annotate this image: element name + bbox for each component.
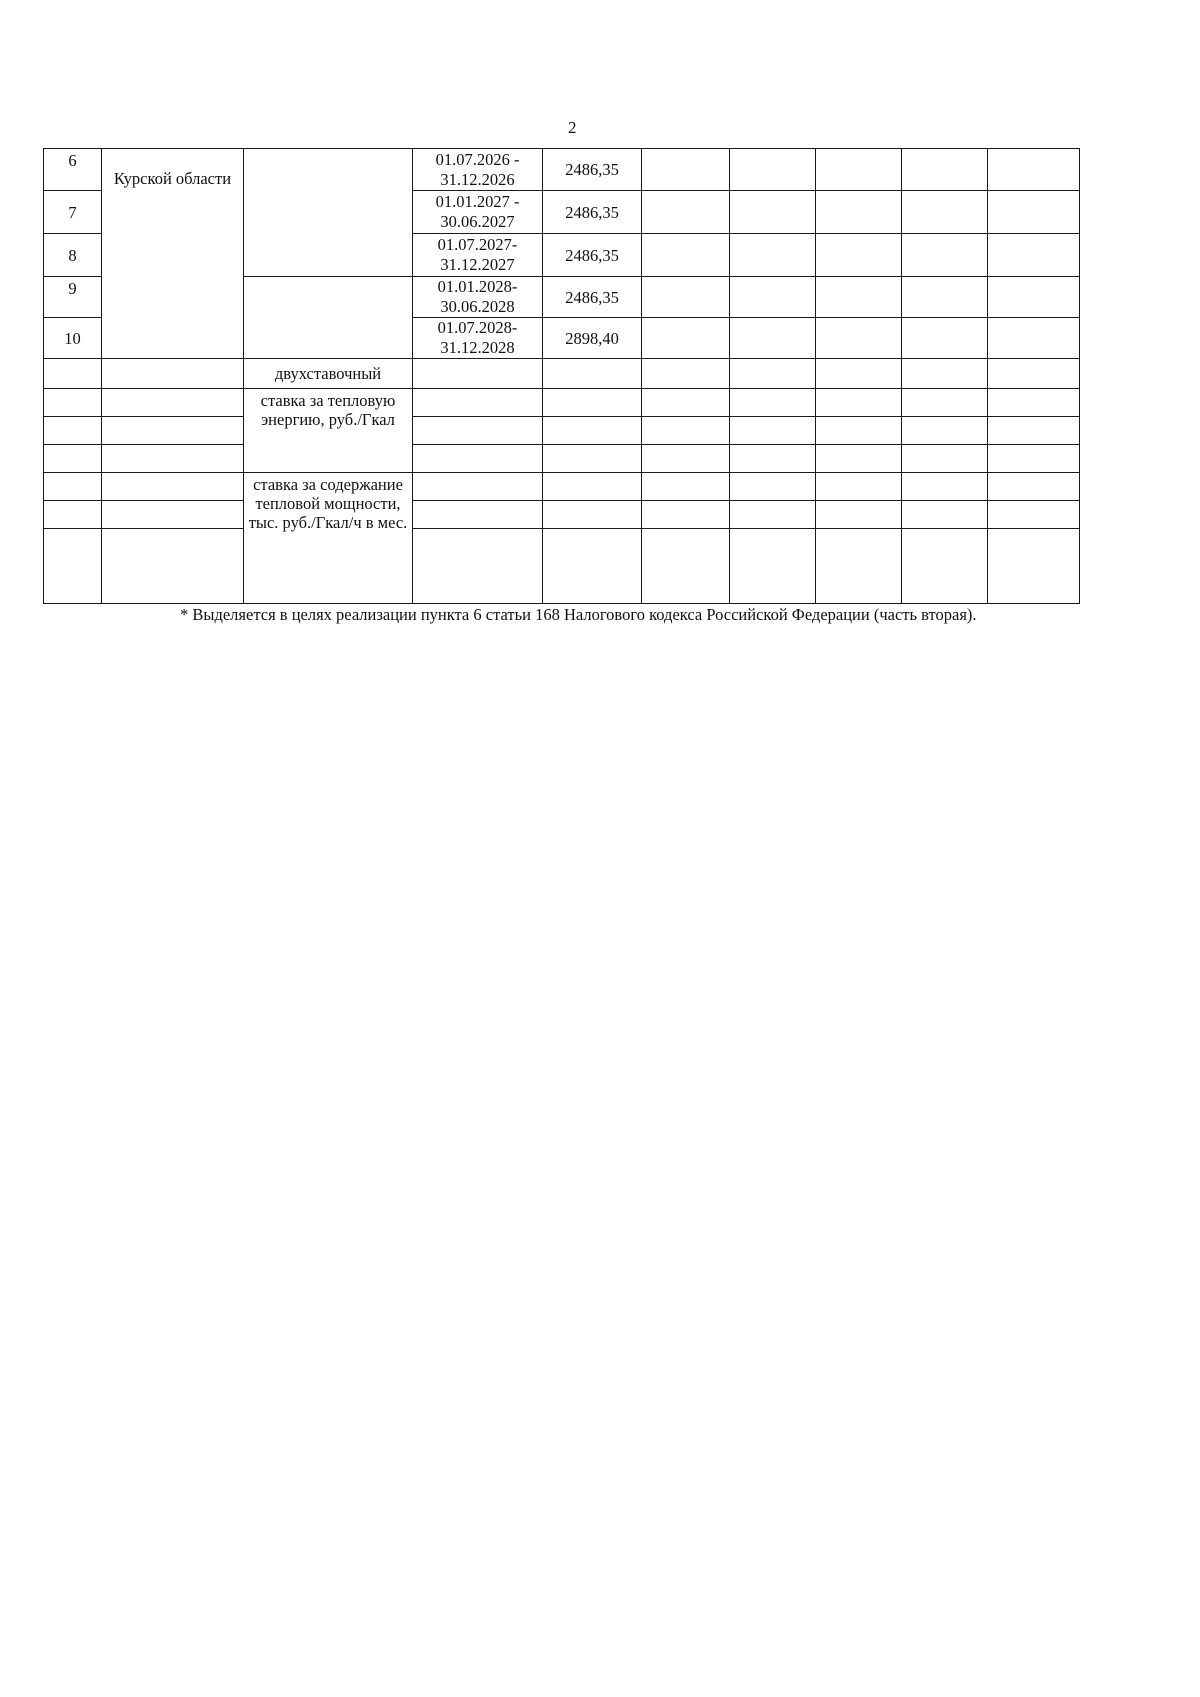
empty-cell [642,149,730,191]
empty-cell [642,445,730,473]
empty-cell [413,529,543,604]
empty-cell [730,234,816,277]
empty-cell [44,473,102,501]
row-number: 8 [44,234,102,277]
empty-cell [102,501,244,529]
value-cell: 2486,35 [543,277,642,318]
rate-capacity-label: ставка за содержание тепловой мощности, тыс. руб./Гкал/ч в мес. [244,473,413,604]
empty-cell [543,389,642,417]
empty-cell [902,191,988,234]
period-cell: 01.01.2028- 30.06.2028 [413,277,543,318]
table-row [44,501,1080,529]
empty-cell [642,417,730,445]
empty-cell [642,277,730,318]
empty-cell [902,473,988,501]
empty-cell [816,234,902,277]
empty-cell [642,318,730,359]
empty-cell [730,149,816,191]
value-cell: 2486,35 [543,191,642,234]
region-cell: Курской области [102,149,244,277]
empty-cell [730,417,816,445]
empty-cell [44,417,102,445]
empty-cell [988,473,1080,501]
empty-cell [988,277,1080,318]
table-row [44,445,1080,473]
empty-cell [816,191,902,234]
empty-cell [642,389,730,417]
empty-cell [816,277,902,318]
empty-cell [816,318,902,359]
table-row [44,389,1080,417]
period-cell: 01.07.2027- 31.12.2027 [413,234,543,277]
empty-cell [902,529,988,604]
empty-cell [902,359,988,389]
empty-cell [816,445,902,473]
empty-cell [102,445,244,473]
page-number: 2 [568,118,577,137]
empty-cell [44,529,102,604]
footnote: * Выделяется в целях реализации пункта 6 статьи 168 Налогового кодекса Российской Федерации (часть вторая). [180,605,977,624]
empty-cell [816,149,902,191]
table-row [44,149,1080,191]
value-cell: 2486,35 [543,234,642,277]
empty-cell [902,149,988,191]
empty-cell [988,149,1080,191]
empty-cell [816,389,902,417]
empty-cell [988,529,1080,604]
value-cell: 2898,40 [543,318,642,359]
empty-cell [102,417,244,445]
empty-cell [816,359,902,389]
two-part-label: двухставочный [244,359,413,389]
empty-cell [642,234,730,277]
empty-cell [730,445,816,473]
row-number: 6 [44,149,102,191]
empty-cell [730,191,816,234]
empty-cell [816,417,902,445]
empty-cell [244,277,413,359]
empty-cell [902,445,988,473]
empty-cell [988,191,1080,234]
row-number: 7 [44,191,102,234]
empty-cell [988,318,1080,359]
empty-cell [642,359,730,389]
empty-cell [642,191,730,234]
empty-cell [543,417,642,445]
tariff-table [43,148,1080,604]
empty-cell [543,501,642,529]
empty-cell [988,501,1080,529]
empty-cell [730,277,816,318]
empty-cell [816,529,902,604]
empty-cell [413,359,543,389]
value-cell: 2486,35 [543,149,642,191]
empty-cell [730,359,816,389]
empty-cell [902,234,988,277]
empty-cell [816,473,902,501]
empty-cell [730,389,816,417]
empty-cell [102,277,244,359]
empty-cell [642,473,730,501]
row-number: 9 [44,277,102,318]
period-cell: 01.01.2027 - 30.06.2027 [413,191,543,234]
empty-cell [44,359,102,389]
empty-cell [730,501,816,529]
empty-cell [543,529,642,604]
empty-cell [816,501,902,529]
empty-cell [902,389,988,417]
empty-cell [988,234,1080,277]
empty-cell [902,417,988,445]
table-row [44,529,1080,604]
empty-cell [102,359,244,389]
empty-cell [988,389,1080,417]
empty-cell [902,277,988,318]
empty-cell [543,473,642,501]
table-row [44,473,1080,501]
empty-cell [102,473,244,501]
empty-cell [988,445,1080,473]
empty-cell [730,529,816,604]
row-number: 10 [44,318,102,359]
empty-cell [543,445,642,473]
empty-cell [642,501,730,529]
empty-cell [902,318,988,359]
table-row [44,417,1080,445]
empty-cell [102,389,244,417]
rate-energy-label: ставка за тепловую энергию, руб./Гкал [244,389,413,473]
empty-cell [413,501,543,529]
empty-cell [44,501,102,529]
empty-cell [988,417,1080,445]
empty-cell [730,318,816,359]
table-row [44,359,1080,389]
empty-cell [413,473,543,501]
empty-cell [543,359,642,389]
period-cell: 01.07.2028- 31.12.2028 [413,318,543,359]
empty-cell [988,359,1080,389]
table-row [44,277,1080,318]
empty-cell [413,445,543,473]
empty-cell [413,417,543,445]
empty-cell [730,473,816,501]
empty-cell [413,389,543,417]
empty-cell [44,389,102,417]
empty-cell [102,529,244,604]
empty-cell [244,149,413,277]
empty-cell [44,445,102,473]
empty-cell [642,529,730,604]
period-cell: 01.07.2026 - 31.12.2026 [413,149,543,191]
empty-cell [902,501,988,529]
